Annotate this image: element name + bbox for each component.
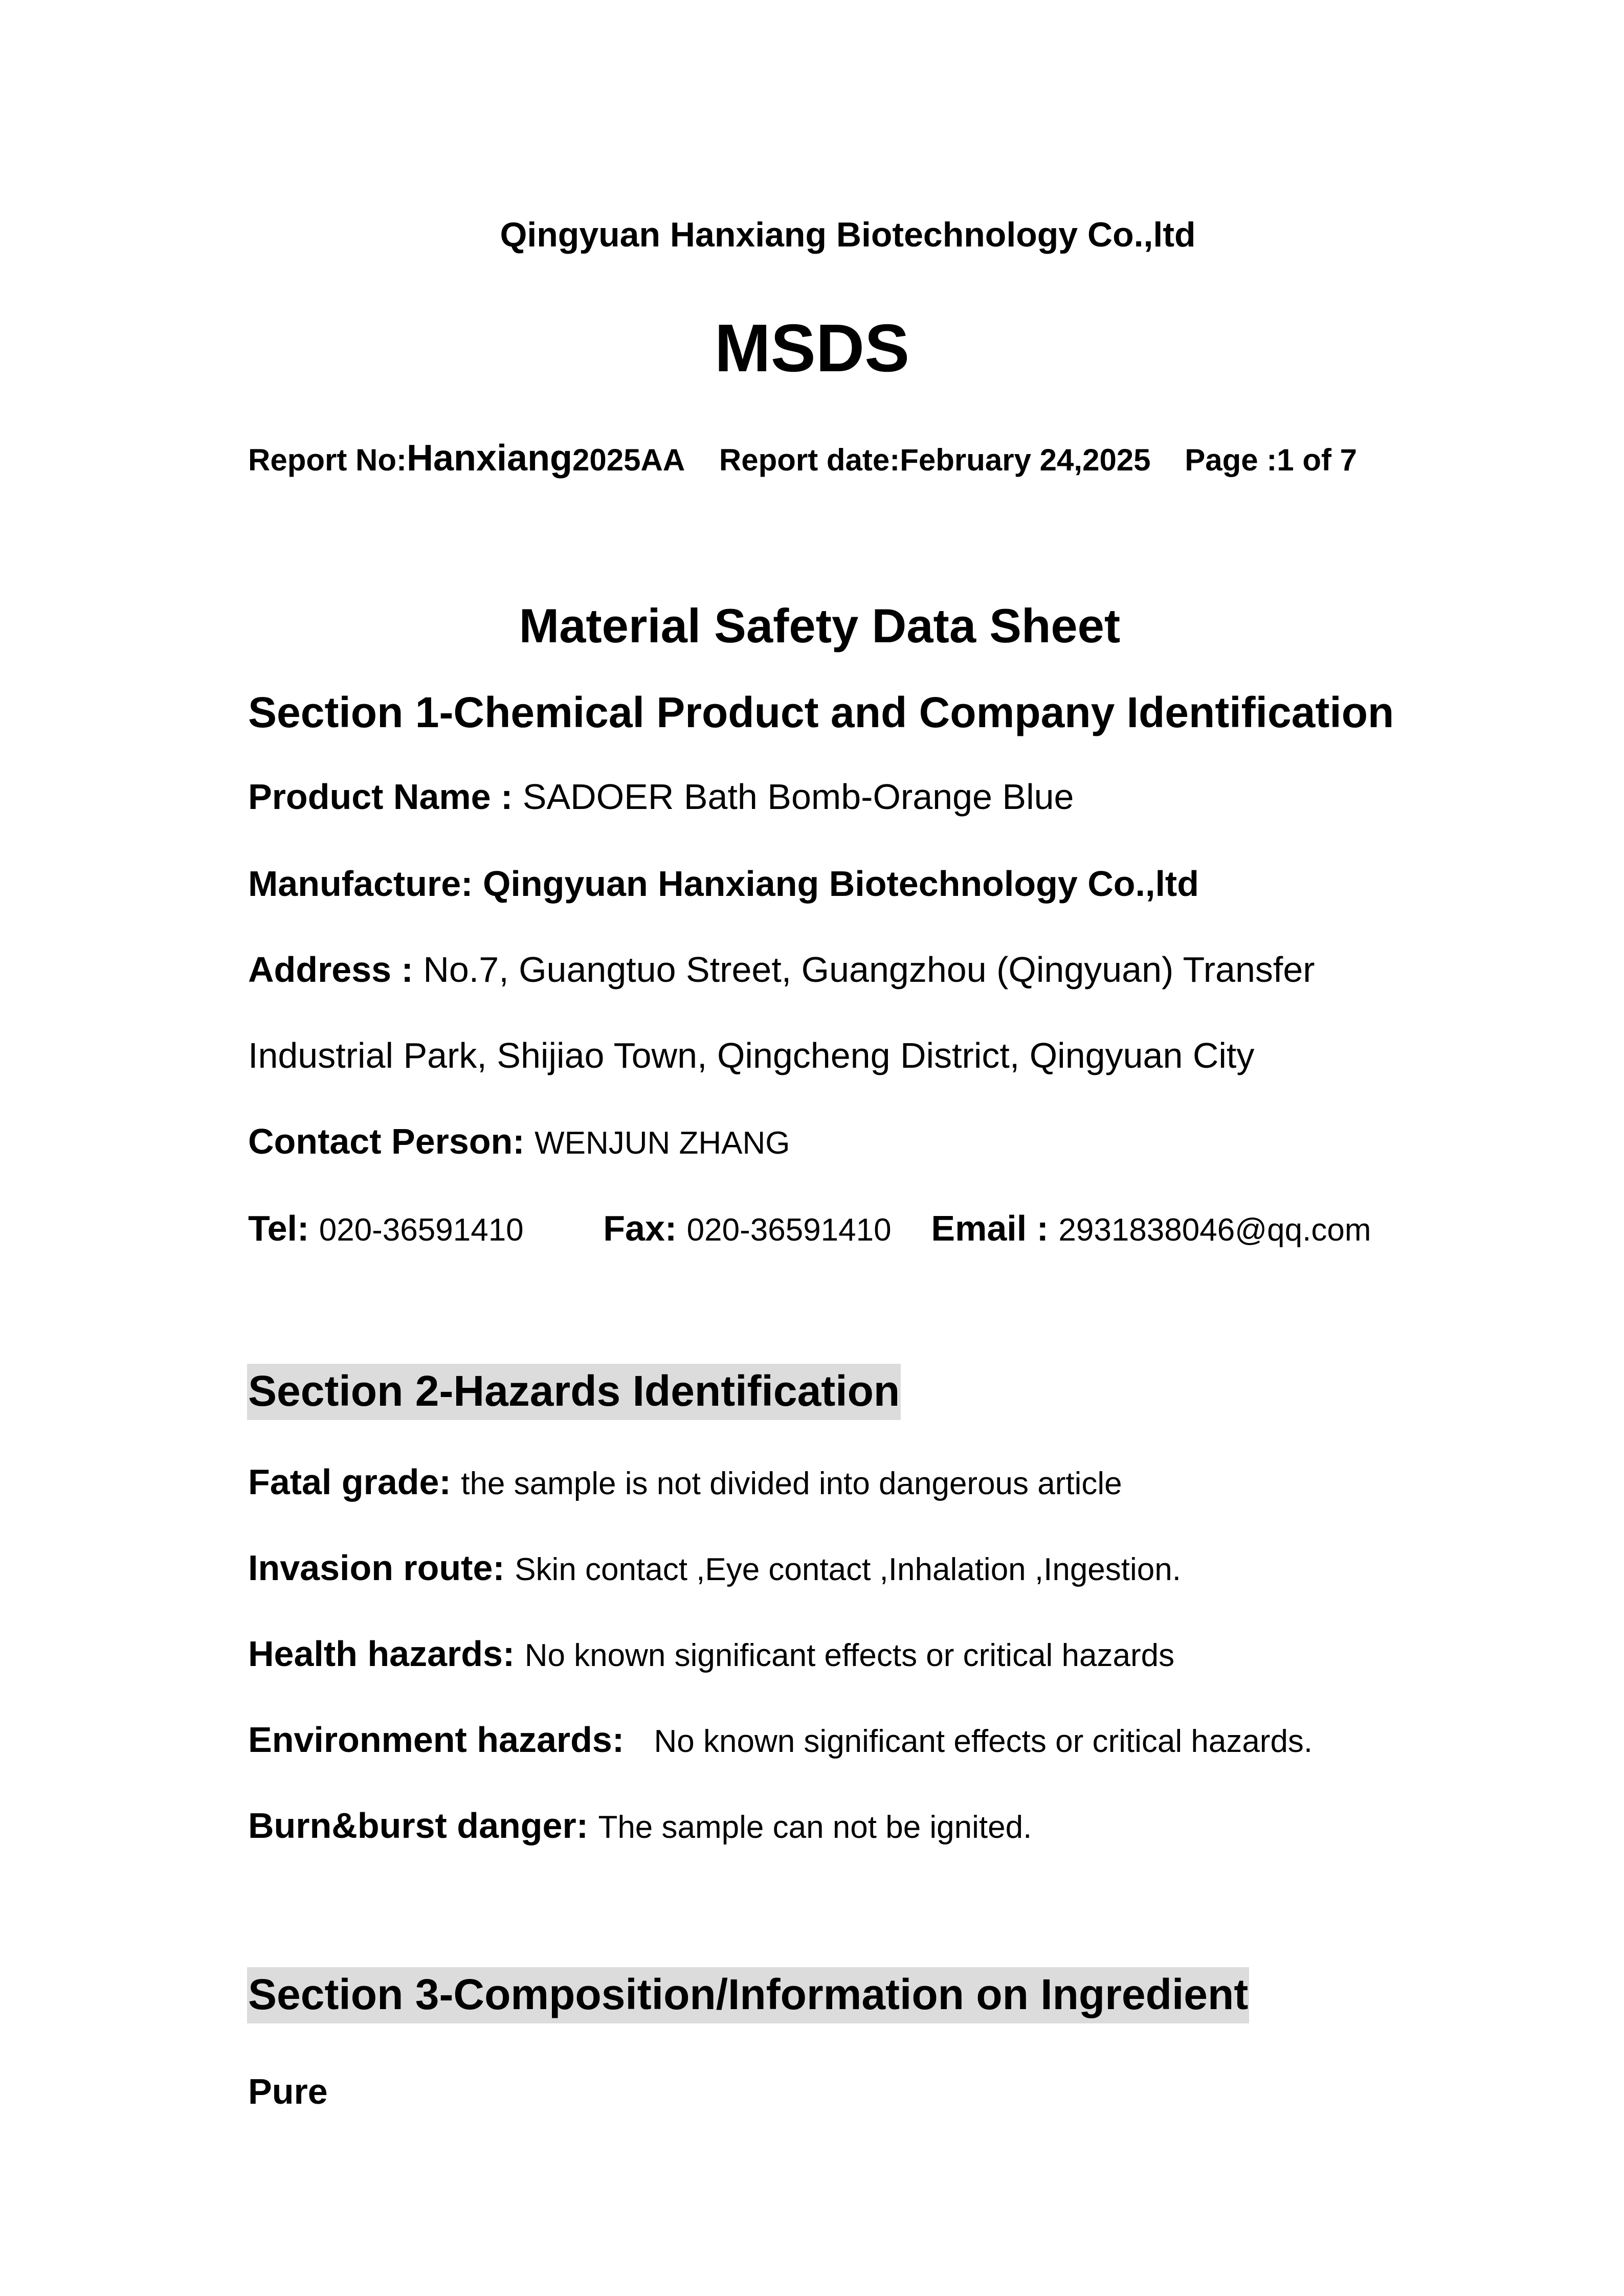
report-date: February 24,2025 [900,443,1151,477]
composition-text: Pure [248,2072,328,2111]
address-label: Address : [248,950,413,989]
tel-value: 020-36591410 [319,1212,524,1248]
contact-value: WENJUN ZHANG [535,1126,790,1161]
page-number: 1 of 7 [1277,443,1358,477]
report-no-suffix: 2025AA [572,443,685,477]
address-row [248,949,1315,990]
contact-label: Contact Person: [248,1121,525,1161]
product-name-row [248,776,1074,817]
health-hazards-value: No known significant effects or critical hazards [524,1638,1175,1673]
report-no-label: Report No: [248,443,407,477]
email-label: Email : [931,1208,1049,1248]
fatal-grade-row [248,1461,1122,1502]
report-no-prefix: Hanxiang [406,438,573,479]
contact-details-row [248,1208,1371,1249]
doc-type-title: MSDS [714,310,910,386]
burn-burst-value: The sample can not be ignited. [598,1810,1032,1845]
email-value: 2931838046@qq.com [1058,1212,1371,1248]
section3-heading: Section 3-Composition/Information on Ingredient [247,1970,1249,2019]
health-hazards-label: Health hazards: [248,1634,515,1674]
contact-row [248,1121,790,1162]
manufacture-value: Qingyuan Hanxiang Biotechnology Co.,ltd [482,864,1199,904]
address-line2: Industrial Park, Shijiao Town, Qingcheng District, Qingyuan City [248,1036,1255,1075]
fax-value: 020-36591410 [686,1212,892,1248]
invasion-route-row [248,1547,1181,1588]
fatal-grade-value: the sample is not divided into dangerous article [461,1466,1122,1501]
tel-label: Tel: [248,1208,309,1248]
company-header: Qingyuan Hanxiang Biotechnology Co.,ltd [500,215,1196,254]
product-name-value: SADOER Bath Bomb-Orange Blue [522,777,1074,817]
manufacture-row [248,863,1199,904]
fatal-grade-label: Fatal grade: [248,1462,451,1502]
document-title: Material Safety Data Sheet [519,599,1121,652]
health-hazards-row [248,1633,1174,1674]
product-name-label: Product Name : [248,777,513,817]
section1-heading: Section 1-Chemical Product and Company Identification [248,688,1394,736]
page-label: Page : [1185,443,1277,477]
environment-hazards-row [248,1719,1312,1760]
invasion-route-label: Invasion route: [248,1548,505,1588]
fax-label: Fax: [603,1208,677,1248]
burn-burst-label: Burn&burst danger: [248,1806,588,1845]
invasion-route-value: Skin contact ,Eye contact ,Inhalation ,Ingestion. [515,1552,1181,1587]
environment-hazards-label: Environment hazards: [248,1720,625,1760]
section2-heading: Section 2-Hazards Identification [247,1366,901,1416]
report-date-label: Report date: [719,443,900,477]
environment-hazards-value: No known significant effects or critical hazards. [654,1724,1313,1759]
burn-burst-row [248,1805,1032,1846]
report-info-line [248,437,1357,479]
address-line1: No.7, Guangtuo Street, Guangzhou (Qingyuan) Transfer [423,950,1315,989]
manufacture-label: Manufacture: [248,864,473,904]
